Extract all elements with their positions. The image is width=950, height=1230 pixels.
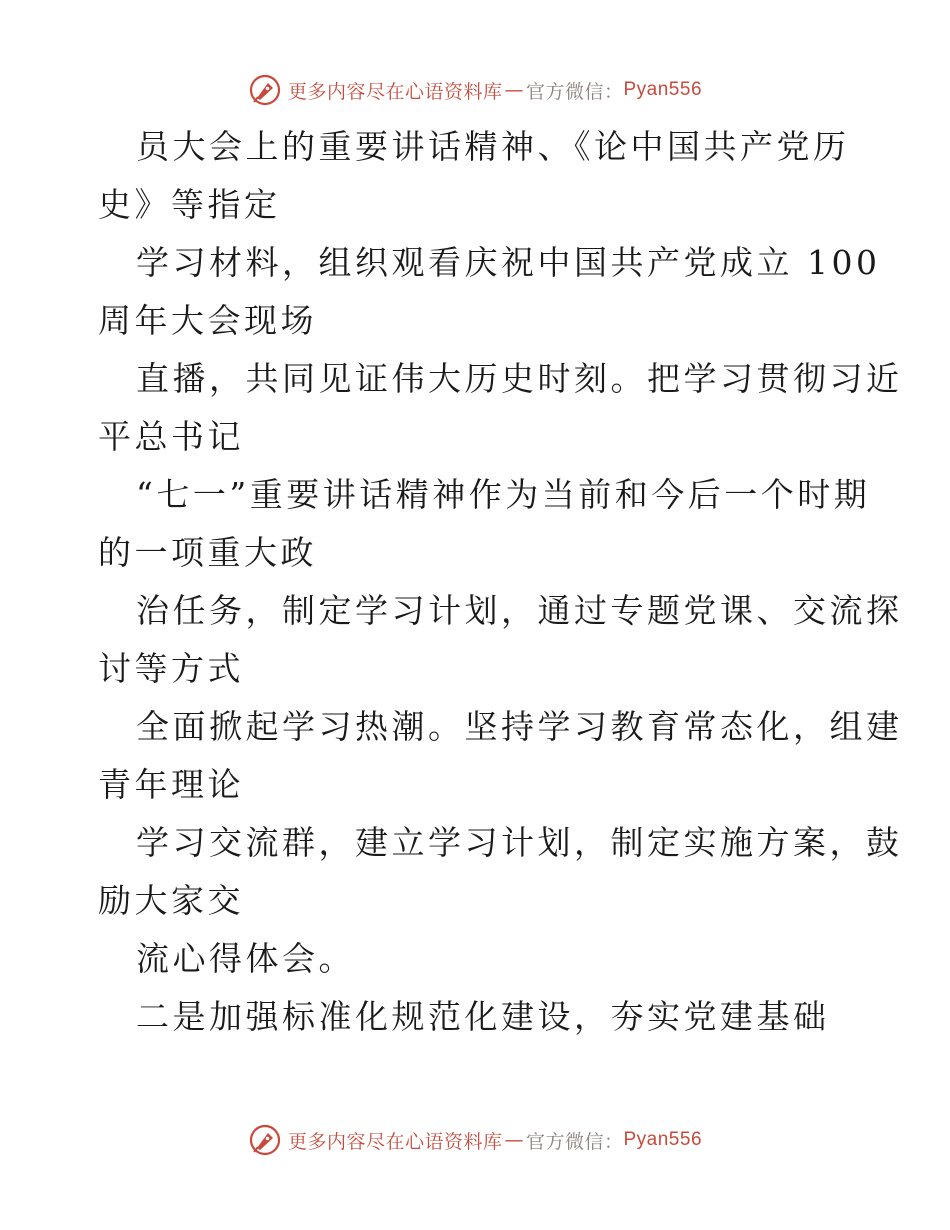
watermark-site-name: 更多内容尽在心语资料库 — [287, 80, 503, 103]
document-line: 平总书记 — [98, 417, 244, 456]
header-watermark — [0, 70, 950, 110]
watermark-wechat-label: 官方微信： — [525, 80, 624, 103]
document-line: 治任务，制定学习计划，通过专题党课、交流探 — [136, 591, 903, 630]
document-line: 全面掀起学习热潮。坚持学习教育常态化，组建 — [136, 707, 903, 746]
watermark-site-name: 更多内容尽在心语资料库 — [287, 1130, 503, 1153]
footer-watermark — [0, 1120, 950, 1160]
document-line: 学习材料，组织观看庆祝中国共产党成立 100 — [136, 243, 881, 282]
watermark-separator: — — [504, 1129, 524, 1151]
watermark-wechat-account: Pyan556 — [623, 79, 703, 100]
document-line: 青年理论 — [98, 765, 244, 804]
watermark-separator: — — [504, 79, 524, 101]
pen-nib-logo-icon — [248, 73, 282, 107]
document-line: 直播，共同见证伟大历史时刻。把学习贯彻习近 — [136, 359, 903, 398]
document-line: 学习交流群，建立学习计划，制定实施方案，鼓 — [136, 823, 903, 862]
document-line: 的一项重大政 — [98, 533, 317, 572]
document-body — [98, 118, 903, 1046]
document-line: 员大会上的重要讲话精神、《论中国共产党历 — [136, 127, 850, 166]
watermark-wechat-label: 官方微信： — [525, 1130, 624, 1153]
watermark-wechat-account: Pyan556 — [623, 1129, 703, 1150]
document-line: “七一”重要讲话精神作为当前和今后一个时期 — [136, 475, 871, 514]
pen-nib-logo-icon — [248, 1123, 282, 1157]
document-line: 史》等指定 — [98, 185, 281, 224]
document-line: 励大家交 — [98, 881, 244, 920]
document-line: 周年大会现场 — [98, 301, 317, 340]
document-line: 流心得体会。 — [136, 939, 355, 978]
document-line: 二是加强标准化规范化建设，夯实党建基础 — [136, 997, 830, 1036]
document-line: 讨等方式 — [98, 649, 244, 688]
